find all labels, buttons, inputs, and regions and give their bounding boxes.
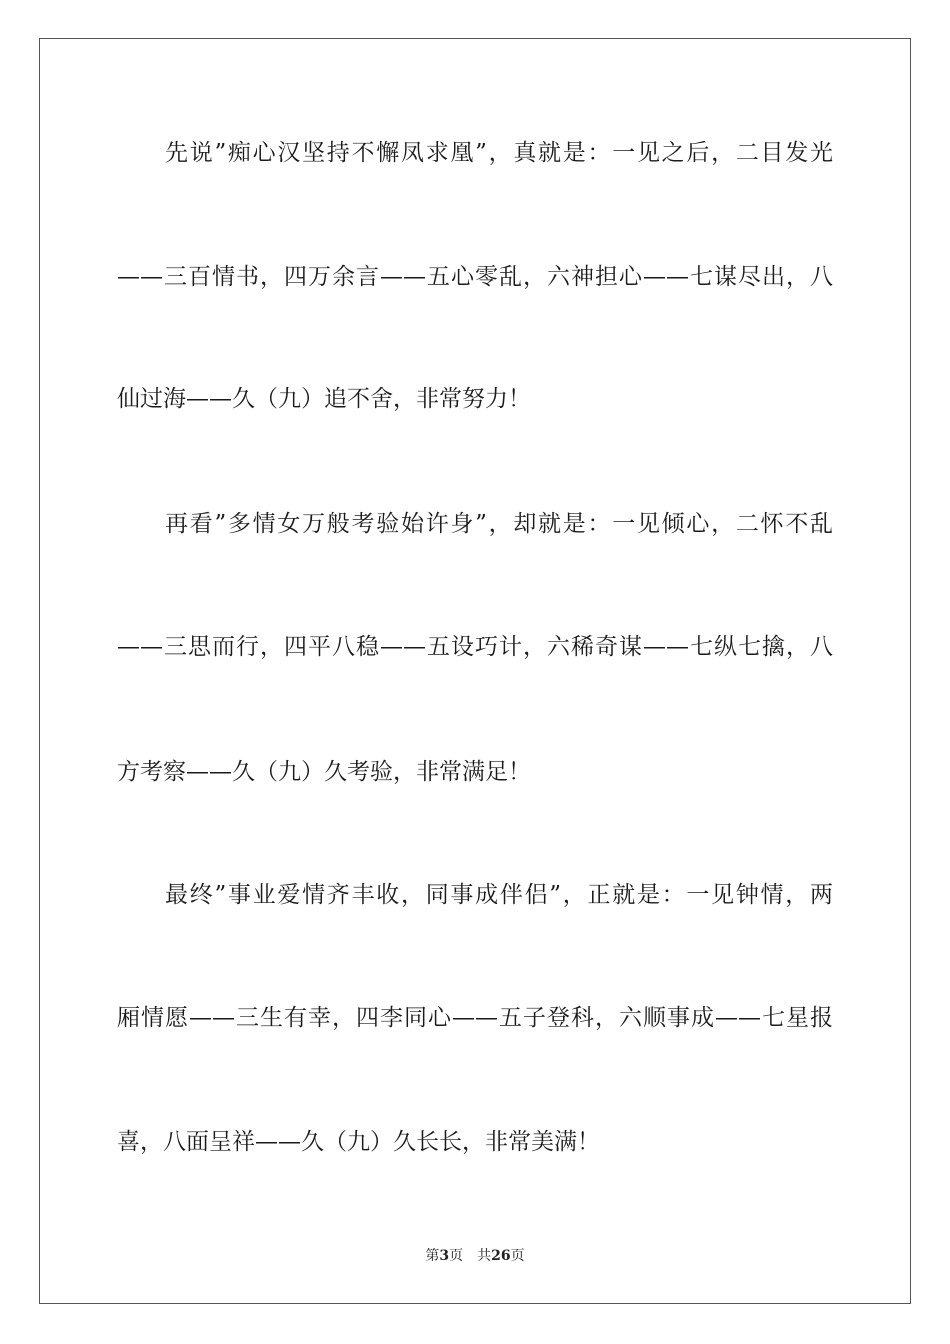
paragraph-2-line-1: 再看”多情女万般考验始许身”，却就是：一见倾心，二怀不乱 <box>165 511 833 537</box>
paragraph-3-line-3: 喜，八面呈祥——久（九）久长长，非常美满！ <box>117 1129 600 1155</box>
page-suffix: 页 <box>449 1248 464 1264</box>
paragraph-2-line-3: 方考察——久（九）久考验，非常满足！ <box>117 759 531 785</box>
page-footer <box>0 1247 950 1265</box>
paragraph-3-line-1: 最终”事业爱情齐丰收，同事成伴侣”，正就是：一见钟情，两 <box>165 882 833 908</box>
paragraph-1-line-3: 仙过海——久（九）追不舍，非常努力！ <box>117 386 531 412</box>
paragraph-1-line-2: ——三百情书，四万余言——五心零乱，六神担心——七谋尽出，八 <box>117 264 833 290</box>
current-page-number: 3 <box>439 1248 450 1264</box>
paragraph-1-line-1: 先说”痴心汉坚持不懈凤求凰”，真就是：一见之后，二目发光 <box>165 140 833 166</box>
paragraph-3-line-2: 厢情愿——三生有幸，四李同心——五子登科，六顺事成——七星报 <box>117 1005 833 1031</box>
page-border <box>39 38 911 1304</box>
total-suffix: 页 <box>510 1248 525 1264</box>
total-page-number: 26 <box>491 1248 511 1264</box>
total-prefix: 共 <box>477 1248 492 1264</box>
page-prefix: 第 <box>425 1248 440 1264</box>
paragraph-2-line-2: ——三思而行，四平八稳——五设巧计，六稀奇谋——七纵七擒，八 <box>117 634 833 660</box>
